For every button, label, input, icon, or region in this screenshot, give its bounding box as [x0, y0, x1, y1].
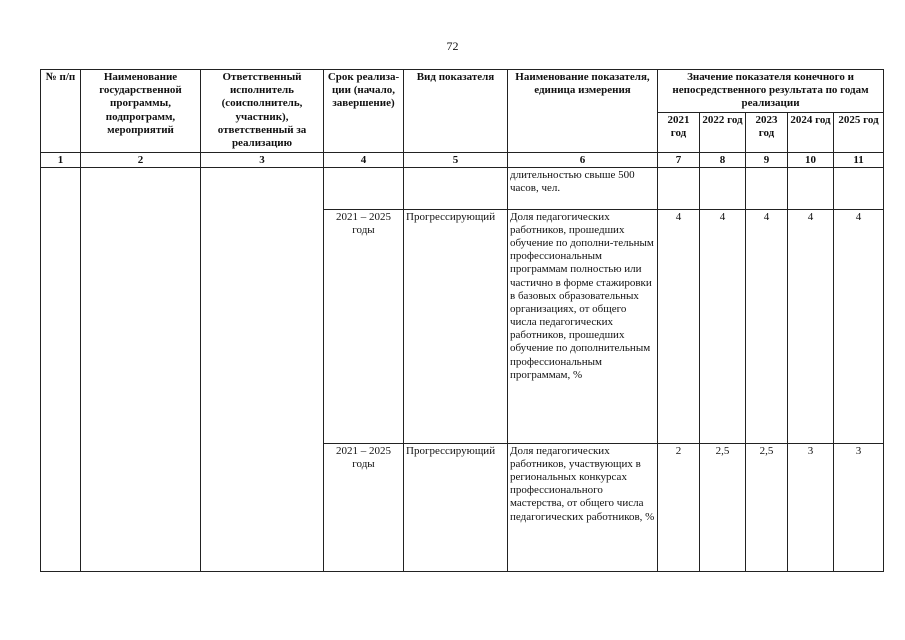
value-cell — [658, 167, 700, 209]
page-number: 72 — [446, 39, 459, 53]
value-cell: 2,5 — [746, 443, 788, 571]
column-number: 3 — [201, 152, 324, 167]
indicators-table — [40, 69, 884, 572]
type-cell — [404, 167, 508, 209]
column-number: 7 — [658, 152, 700, 167]
header-col-type: Вид показателя — [404, 70, 508, 153]
row-number-cell — [41, 167, 81, 571]
value-cell — [746, 167, 788, 209]
column-number: 1 — [41, 152, 81, 167]
table-row — [41, 167, 884, 209]
value-cell: 4 — [788, 209, 834, 443]
header-col-term: Срок реализа-ции (начало, завершение) — [324, 70, 404, 153]
term-cell: 2021 – 2025 годы — [324, 443, 404, 571]
header-col-number: № п/п — [41, 70, 81, 153]
header-year: 2023 год — [746, 112, 788, 152]
column-number: 8 — [700, 152, 746, 167]
executor-cell — [201, 167, 324, 571]
value-cell — [788, 167, 834, 209]
header-year: 2024 год — [788, 112, 834, 152]
term-cell: 2021 – 2025 годы — [324, 209, 404, 443]
value-cell: 4 — [834, 209, 884, 443]
header-values-group: Значение показателя конечного и непосредственного результата по годам реализации — [658, 70, 884, 113]
column-number: 10 — [788, 152, 834, 167]
type-cell: Прогрессирующий — [404, 209, 508, 443]
value-cell: 4 — [746, 209, 788, 443]
header-year: 2022 год — [700, 112, 746, 152]
column-number: 2 — [81, 152, 201, 167]
header-col-executor: Ответственный исполнитель (соисполнитель, участник), ответственный за реализацию — [201, 70, 324, 153]
header-year: 2021 год — [658, 112, 700, 152]
value-cell — [834, 167, 884, 209]
header-col-program: Наименование государственной программы, подпрограмм, мероприятий — [81, 70, 201, 153]
column-number: 4 — [324, 152, 404, 167]
column-numbers-row — [41, 152, 884, 167]
column-number: 6 — [508, 152, 658, 167]
value-cell: 2,5 — [700, 443, 746, 571]
program-cell — [81, 167, 201, 571]
indicator-name-cell: Доля педагогических работников, участвующих в региональных конкурсах профессионального мастерства, от общего числа педагогических работников, % — [508, 443, 658, 571]
indicator-name-cell: длительностью свыше 500 часов, чел. — [508, 167, 658, 209]
type-cell: Прогрессирующий — [404, 443, 508, 571]
term-cell — [324, 167, 404, 209]
header-col-indicator: Наименование показателя, единица измерения — [508, 70, 658, 153]
value-cell: 4 — [658, 209, 700, 443]
value-cell: 4 — [700, 209, 746, 443]
value-cell: 2 — [658, 443, 700, 571]
column-number: 11 — [834, 152, 884, 167]
header-year: 2025 год — [834, 112, 884, 152]
value-cell — [700, 167, 746, 209]
column-number: 9 — [746, 152, 788, 167]
value-cell: 3 — [834, 443, 884, 571]
indicator-name-cell: Доля педагогических работников, прошедших обучение по дополни-тельным профессиональным программам полностью или частично в форме стажировки в базовых образовательных организациях, от общего числа педагогических работников, прошедших обучение по дополнительным профессиональным программам, % — [508, 209, 658, 443]
value-cell: 3 — [788, 443, 834, 571]
column-number: 5 — [404, 152, 508, 167]
